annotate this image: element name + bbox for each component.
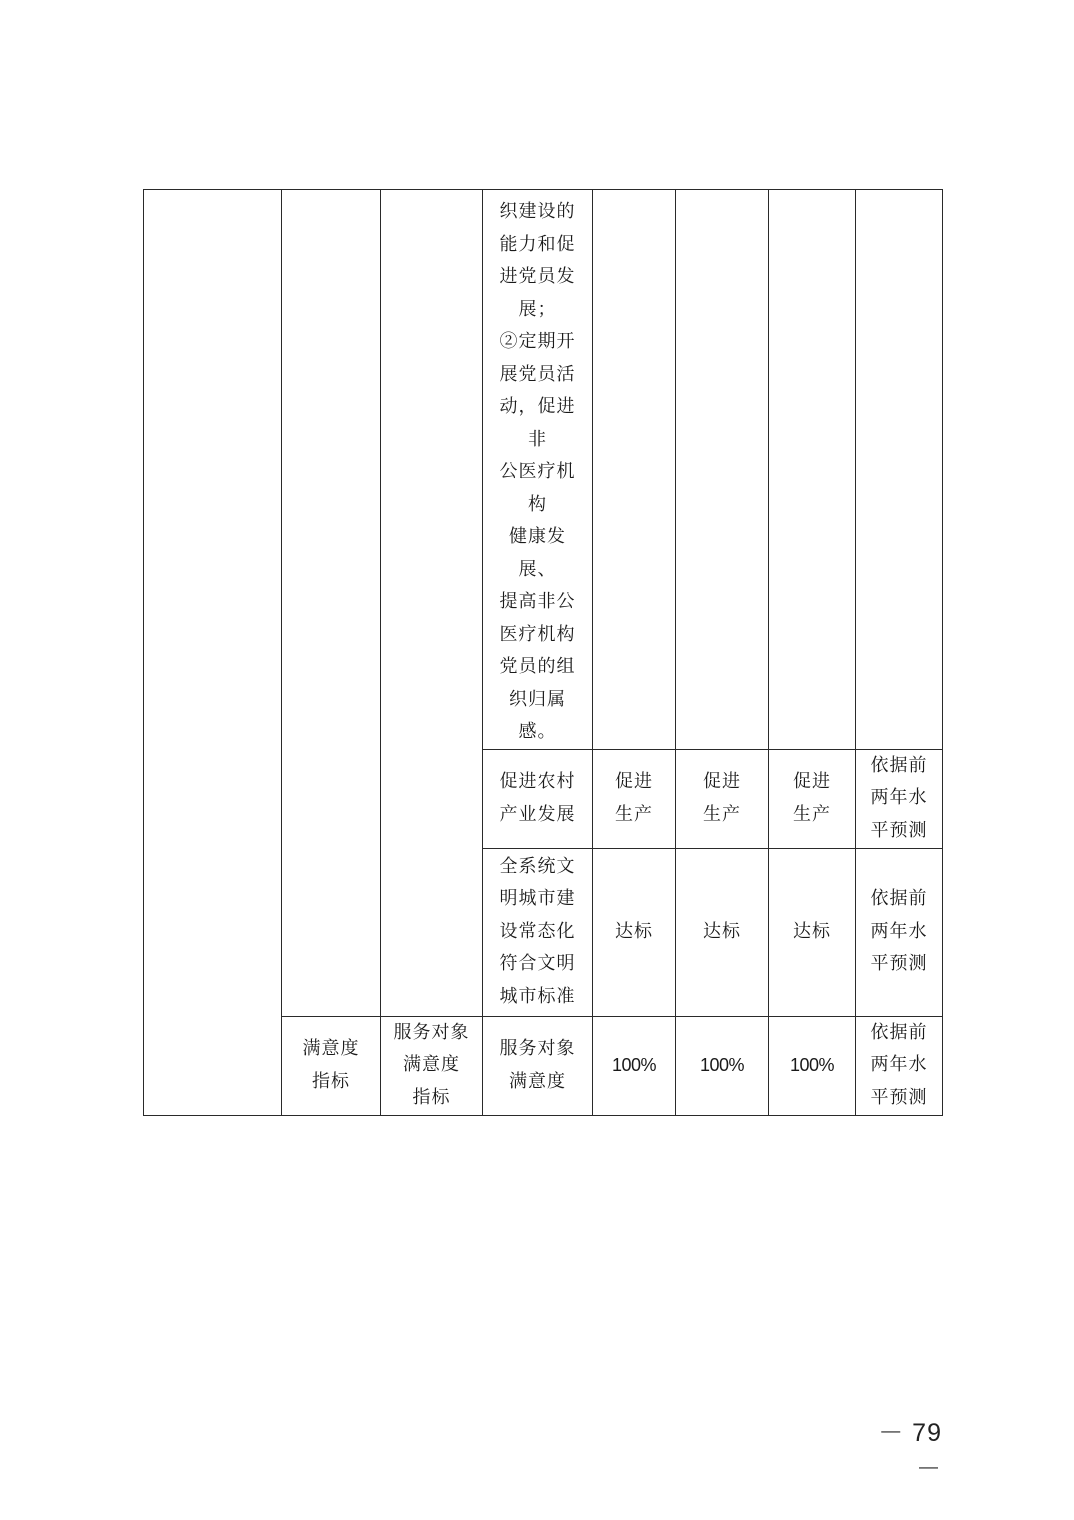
basis-note-cell: 依据前 两年水 平预测: [856, 749, 943, 848]
indicator-content-cell: [483, 190, 593, 750]
actual-value-cell: 促进 生产: [676, 749, 769, 848]
level2-indicator-cell: [282, 190, 381, 1017]
expected-value-cell: 100%: [769, 1016, 856, 1115]
expected-value-cell: 促进 生产: [769, 749, 856, 848]
indicator-content: 全系统文 明城市建 设常态化 符合文明 城市标准: [499, 855, 576, 1007]
page-number: － 79 －: [878, 1419, 942, 1483]
target-value-cell: 促进 生产: [593, 749, 676, 848]
actual-value-cell: 100%: [676, 1016, 769, 1115]
table-row: [144, 190, 943, 750]
level1-indicator-cell: [144, 190, 282, 1116]
basis-note-cell: [856, 190, 943, 750]
expected-value-cell: [769, 190, 856, 750]
indicator-content-cell: [483, 749, 593, 848]
indicator-content: 促进农村 产业发展: [499, 771, 576, 825]
actual-value-cell: [676, 190, 769, 750]
indicator-content: 织建设的 能力和促 进党员发 展； ②定期开 展党员活 动，促进非 公医疗机构 健康发展、 提高非公 医疗机构 党员的组 织归属 感。: [499, 201, 576, 742]
target-value-cell: 100%: [593, 1016, 676, 1115]
expected-value-cell: 达标: [769, 848, 856, 1016]
actual-value-cell: 达标: [676, 848, 769, 1016]
indicator-content-cell: [483, 1016, 593, 1115]
basis-note-cell: 依据前 两年水 平预测: [856, 1016, 943, 1115]
level2-indicator-cell: 满意度 指标: [282, 1016, 381, 1115]
level3-indicator-cell: [381, 190, 483, 1017]
performance-indicator-table: [143, 189, 943, 1116]
target-value-cell: 达标: [593, 848, 676, 1016]
target-value-cell: [593, 190, 676, 750]
indicator-content-cell: [483, 848, 593, 1016]
indicator-content: 服务对象 满意度: [499, 1038, 576, 1092]
basis-note-cell: 依据前 两年水 平预测: [856, 848, 943, 1016]
level3-indicator-cell: 服务对象 满意度 指标: [381, 1016, 483, 1115]
